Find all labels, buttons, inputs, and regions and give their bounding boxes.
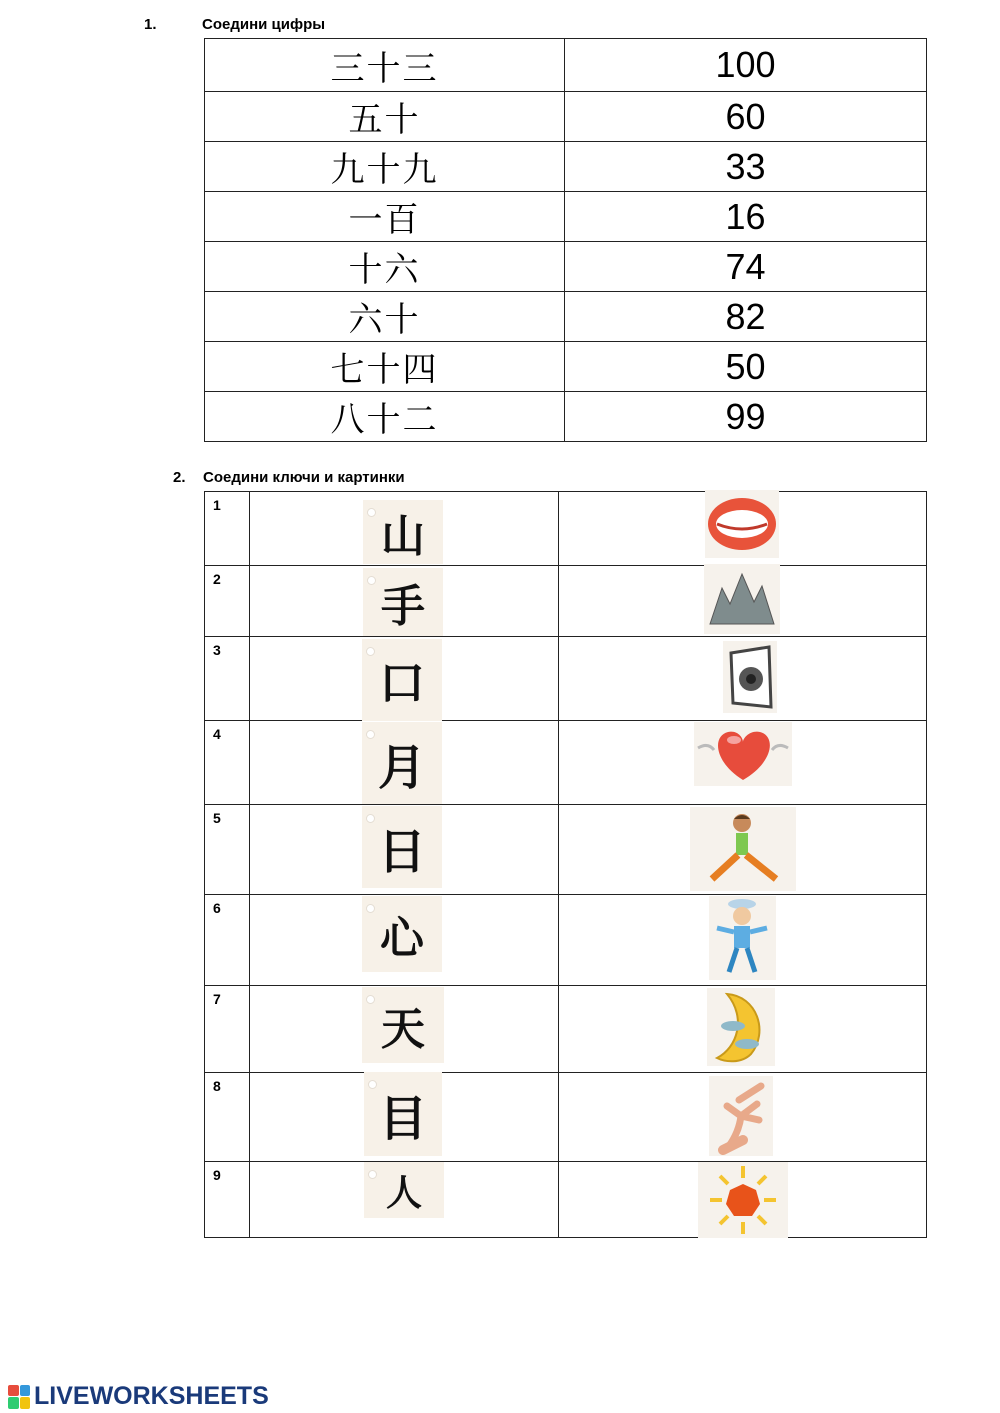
chinese-numeral: 五十 bbox=[205, 92, 565, 142]
numbers-table bbox=[204, 38, 927, 442]
table-row bbox=[205, 192, 927, 242]
section-2-number: 2. bbox=[173, 469, 186, 486]
chinese-numeral: 九十九 bbox=[205, 142, 565, 192]
table-row bbox=[205, 986, 927, 1073]
heart-icon[interactable] bbox=[694, 722, 792, 786]
radical-character: 天 bbox=[381, 1004, 425, 1055]
row-index: 2 bbox=[213, 571, 221, 587]
row-index: 9 bbox=[213, 1167, 221, 1183]
arabic-number: 50 bbox=[565, 342, 927, 392]
table-row bbox=[205, 39, 927, 92]
radical-card[interactable] bbox=[363, 500, 443, 564]
arabic-number: 100 bbox=[565, 39, 927, 92]
table-row bbox=[205, 292, 927, 342]
radical-character: 月 bbox=[377, 739, 426, 796]
chinese-numeral: 八十二 bbox=[205, 392, 565, 442]
liveworksheets-logo[interactable] bbox=[8, 1382, 269, 1411]
radical-card[interactable] bbox=[362, 806, 442, 888]
chinese-numeral: 六十 bbox=[205, 292, 565, 342]
table-row bbox=[205, 566, 927, 637]
radical-character: 人 bbox=[385, 1171, 422, 1214]
mouth-icon[interactable] bbox=[705, 490, 779, 558]
logo-text: LIVEWORKSHEETS bbox=[34, 1382, 269, 1410]
row-index: 4 bbox=[213, 726, 221, 742]
radical-card[interactable] bbox=[362, 987, 444, 1063]
table-row bbox=[205, 895, 927, 986]
table-row bbox=[205, 142, 927, 192]
arabic-number: 33 bbox=[565, 142, 927, 192]
hand-icon[interactable] bbox=[709, 1076, 773, 1156]
row-index: 8 bbox=[213, 1078, 221, 1094]
radical-card[interactable] bbox=[364, 1072, 442, 1156]
table-row bbox=[205, 242, 927, 292]
table-row bbox=[205, 342, 927, 392]
moon-icon[interactable] bbox=[707, 988, 775, 1066]
table-row bbox=[205, 805, 927, 895]
table-row bbox=[205, 1162, 927, 1238]
arabic-number: 74 bbox=[565, 242, 927, 292]
radical-card[interactable] bbox=[364, 1162, 444, 1218]
arabic-number: 82 bbox=[565, 292, 927, 342]
section-1-heading bbox=[144, 16, 364, 36]
radical-character: 日 bbox=[377, 823, 426, 880]
chinese-numeral: 十六 bbox=[205, 242, 565, 292]
table-row bbox=[205, 1073, 927, 1162]
table-row bbox=[205, 721, 927, 805]
radicals-table bbox=[204, 491, 927, 1238]
arabic-number: 16 bbox=[565, 192, 927, 242]
chinese-numeral: 七十四 bbox=[205, 342, 565, 392]
section-1-title: Соедини цифры bbox=[202, 16, 326, 33]
mountain-icon[interactable] bbox=[704, 564, 780, 634]
standing-person-icon[interactable] bbox=[709, 896, 776, 980]
row-index: 5 bbox=[213, 810, 221, 826]
radical-card[interactable] bbox=[362, 896, 442, 972]
row-index: 3 bbox=[213, 642, 221, 658]
table-row bbox=[205, 492, 927, 566]
section-2-title: Соедини ключи и картинки bbox=[203, 469, 405, 486]
arabic-number: 99 bbox=[565, 392, 927, 442]
arabic-number: 60 bbox=[565, 92, 927, 142]
row-index: 6 bbox=[213, 900, 221, 916]
radical-character: 目 bbox=[378, 1090, 427, 1147]
radical-card[interactable] bbox=[362, 639, 442, 721]
sun-icon[interactable] bbox=[698, 1162, 788, 1238]
section-2-heading bbox=[173, 469, 473, 489]
radical-character: 手 bbox=[381, 581, 425, 632]
radical-card[interactable] bbox=[363, 568, 443, 636]
chinese-numeral: 一百 bbox=[205, 192, 565, 242]
table-row bbox=[205, 637, 927, 721]
section-1-number: 1. bbox=[144, 16, 157, 33]
radical-character: 心 bbox=[380, 913, 424, 964]
chinese-numeral: 三十三 bbox=[205, 39, 565, 92]
walking-person-icon[interactable] bbox=[690, 807, 796, 891]
row-index: 1 bbox=[213, 497, 221, 513]
radical-card[interactable] bbox=[362, 722, 442, 804]
row-index: 7 bbox=[213, 991, 221, 1007]
eye-icon[interactable] bbox=[723, 641, 777, 713]
radical-character: 口 bbox=[379, 656, 425, 710]
table-row bbox=[205, 392, 927, 442]
radical-character: 山 bbox=[381, 511, 425, 562]
table-row bbox=[205, 92, 927, 142]
logo-badge-icon bbox=[8, 1385, 30, 1409]
